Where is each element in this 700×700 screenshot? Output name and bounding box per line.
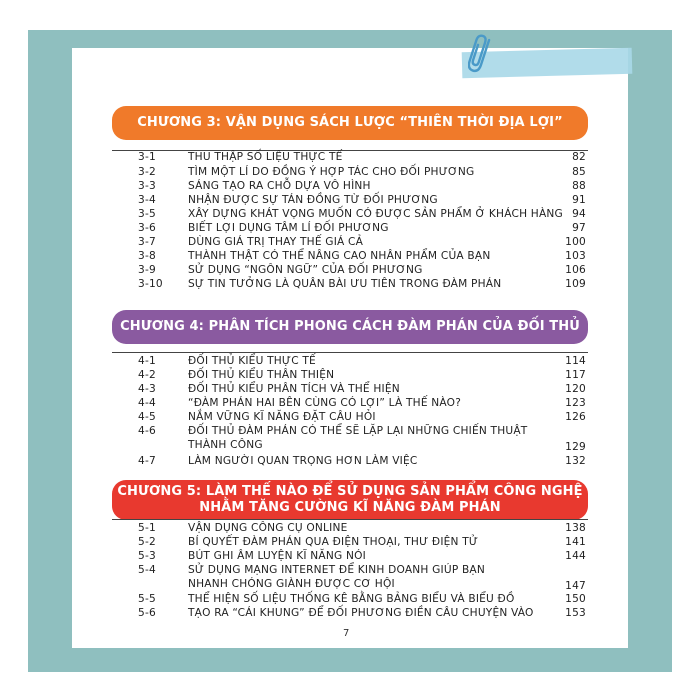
entry-title: TÌM MỘT LÍ DO ĐỒNG Ý HỢP TÁC CHO ĐỐI PHƯƠNG: [188, 166, 475, 178]
entry-title: BIẾT LỢI DỤNG TÂM LÍ ĐỐI PHƯƠNG: [188, 222, 389, 234]
toc-entry: [138, 166, 586, 180]
chapter-5-rule: [112, 519, 588, 520]
entry-number: 3-10: [138, 278, 163, 290]
entry-number: 4-4: [138, 397, 156, 409]
chapter-heading-line: CHƯƠNG 3: VẬN DỤNG SÁCH LƯỢC “THIÊN THỜI ĐỊA LỢI”: [137, 115, 563, 130]
entry-title-continued: NHANH CHÓNG GIÀNH ĐƯỢC CƠ HỘI: [188, 578, 395, 590]
entry-page: 132: [565, 455, 586, 467]
entry-title: LÀM NGƯỜI QUAN TRỌNG HƠN LÀM VIỆC: [188, 455, 418, 467]
chapter-heading-line: CHƯƠNG 5: LÀM THẾ NÀO ĐỂ SỬ DỤNG SẢN PHẨM CÔNG NGHỆ: [117, 484, 583, 499]
toc-entry: [138, 455, 586, 469]
entry-title: NHẬN ĐƯỢC SỰ TÁN ĐỒNG TỪ ĐỐI PHƯƠNG: [188, 194, 438, 206]
entry-title: SỬ DỤNG “NGÔN NGỮ” CỦA ĐỐI PHƯƠNG: [188, 264, 423, 276]
toc-entry: [138, 593, 586, 607]
entry-page: 97: [572, 222, 586, 234]
toc-entry: [138, 564, 586, 578]
toc-entry: [138, 397, 586, 411]
entry-title-continued: THÀNH CÔNG: [188, 439, 263, 451]
toc-entry: [138, 222, 586, 236]
entry-number: 5-1: [138, 522, 156, 534]
entry-number: 4-2: [138, 369, 156, 381]
toc-entry: [138, 208, 586, 222]
entry-page: 138: [565, 522, 586, 534]
entry-number: 3-8: [138, 250, 156, 262]
toc-entry: [138, 278, 586, 292]
entry-number: 5-5: [138, 593, 156, 605]
entry-number: 5-4: [138, 564, 156, 576]
entry-title: BÍ QUYẾT ĐÀM PHÁN QUA ĐIỆN THOẠI, THƯ ĐIỆN TỬ: [188, 536, 479, 548]
entry-title: “ĐÀM PHÁN HAI BÊN CÙNG CÓ LỢI” LÀ THẾ NÀO?: [188, 397, 462, 409]
toc-entry: [138, 264, 586, 278]
entry-title: ĐỐI THỦ KIỂU PHÂN TÍCH VÀ THỂ HIỆN: [188, 383, 400, 395]
entry-number: 3-5: [138, 208, 156, 220]
toc-entry-continued: [138, 578, 586, 592]
entry-page: 153: [565, 607, 586, 619]
entry-number: 3-7: [138, 236, 156, 248]
toc-entry: [138, 536, 586, 550]
entry-page: 106: [565, 264, 586, 276]
entry-title: ĐỐI THỦ KIỂU THÂN THIỆN: [188, 369, 335, 381]
toc-entry: [138, 550, 586, 564]
entry-page: 88: [572, 180, 586, 192]
entry-page: 129: [565, 441, 586, 453]
toc-entry: [138, 383, 586, 397]
entry-number: 5-3: [138, 550, 156, 562]
entry-title: ĐỐI THỦ KIỂU THỰC TẾ: [188, 355, 316, 367]
entry-title: NẮM VỮNG KĨ NĂNG ĐẶT CÂU HỎI: [188, 411, 376, 423]
entry-title: DÙNG GIÁ TRỊ THAY THẾ GIÁ CẢ: [188, 236, 364, 248]
entry-page: 120: [565, 383, 586, 395]
toc-entry: [138, 236, 586, 250]
entry-page: 82: [572, 151, 586, 163]
chapter-4-rule: [112, 352, 588, 353]
entry-number: 5-2: [138, 536, 156, 548]
toc-entry: [138, 369, 586, 383]
entry-page: 126: [565, 411, 586, 423]
entry-title: ĐỐI THỦ ĐÀM PHÁN CÓ THỂ SẼ LẶP LẠI NHỮNG CHIẾN THUẬT: [188, 425, 528, 437]
entry-page: 141: [565, 536, 586, 548]
page-number: 7: [343, 628, 350, 639]
toc-entry: [138, 425, 586, 439]
entry-number: 3-4: [138, 194, 156, 206]
paperclip-icon: [468, 32, 492, 78]
entry-number: 3-6: [138, 222, 156, 234]
entry-page: 109: [565, 278, 586, 290]
entry-number: 4-5: [138, 411, 156, 423]
chapter-4-header: [112, 310, 588, 344]
entry-title: VẬN DỤNG CÔNG CỤ ONLINE: [188, 522, 348, 534]
entry-page: 94: [572, 208, 586, 220]
chapter-3-header: [112, 106, 588, 140]
entry-number: 4-3: [138, 383, 156, 395]
toc-entry: [138, 411, 586, 425]
entry-title: THÀNH THẬT CÓ THỂ NÂNG CAO NHÂN PHẨM CỦA BẠN: [188, 250, 491, 262]
entry-title: SỰ TIN TƯỞNG LÀ QUÂN BÀI ƯU TIÊN TRONG ĐÀM PHÁN: [188, 278, 502, 290]
entry-page: 85: [572, 166, 586, 178]
entry-page: 100: [565, 236, 586, 248]
entry-number: 3-2: [138, 166, 156, 178]
toc-entry: [138, 194, 586, 208]
toc-entry: [138, 522, 586, 536]
entry-page: 117: [565, 369, 586, 381]
toc-entry: [138, 180, 586, 194]
toc-entry: [138, 607, 586, 621]
entry-page: 123: [565, 397, 586, 409]
entry-number: 5-6: [138, 607, 156, 619]
entry-title: THỂ HIỆN SỐ LIỆU THỐNG KÊ BẰNG BẢNG BIỂU VÀ BIỂU ĐỒ: [188, 593, 515, 605]
entry-number: 4-1: [138, 355, 156, 367]
entry-title: XÂY DỰNG KHÁT VỌNG MUỐN CÓ ĐƯỢC SẢN PHẨM Ở KHÁCH HÀNG: [188, 208, 563, 220]
entry-number: 4-6: [138, 425, 156, 437]
entry-page: 103: [565, 250, 586, 262]
entry-page: 147: [565, 580, 586, 592]
toc-entry: [138, 355, 586, 369]
entry-number: 4-7: [138, 455, 156, 467]
toc-entry: [138, 151, 586, 165]
entry-number: 3-9: [138, 264, 156, 276]
entry-title: THU THẬP SỐ LIỆU THỰC TẾ: [188, 151, 343, 163]
entry-number: 3-3: [138, 180, 156, 192]
entry-title: TẠO RA “CÁI KHUNG” ĐỂ ĐỐI PHƯƠNG ĐIỀN CÂU CHUYỆN VÀO: [188, 607, 534, 619]
entry-page: 91: [572, 194, 586, 206]
entry-page: 144: [565, 550, 586, 562]
chapter-heading-line: NHẰM TĂNG CƯỜNG KĨ NĂNG ĐÀM PHÁN: [199, 500, 501, 515]
entry-page: 114: [565, 355, 586, 367]
chapter-5-header: [112, 480, 588, 520]
toc-entry-continued: [138, 439, 586, 453]
entry-page: 150: [565, 593, 586, 605]
entry-number: 3-1: [138, 151, 156, 163]
entry-title: SỬ DỤNG MẠNG INTERNET ĐỂ KINH DOANH GIÚP BẠN: [188, 564, 486, 576]
toc-entry: [138, 250, 586, 264]
chapter-heading-line: CHƯƠNG 4: PHÂN TÍCH PHONG CÁCH ĐÀM PHÁN CỦA ĐỐI THỦ: [120, 319, 580, 334]
entry-title: BÚT GHI ÂM LUYỆN KĨ NĂNG NÓI: [188, 550, 366, 562]
entry-title: SÁNG TẠO RA CHỖ DỰA VÔ HÌNH: [188, 180, 371, 192]
